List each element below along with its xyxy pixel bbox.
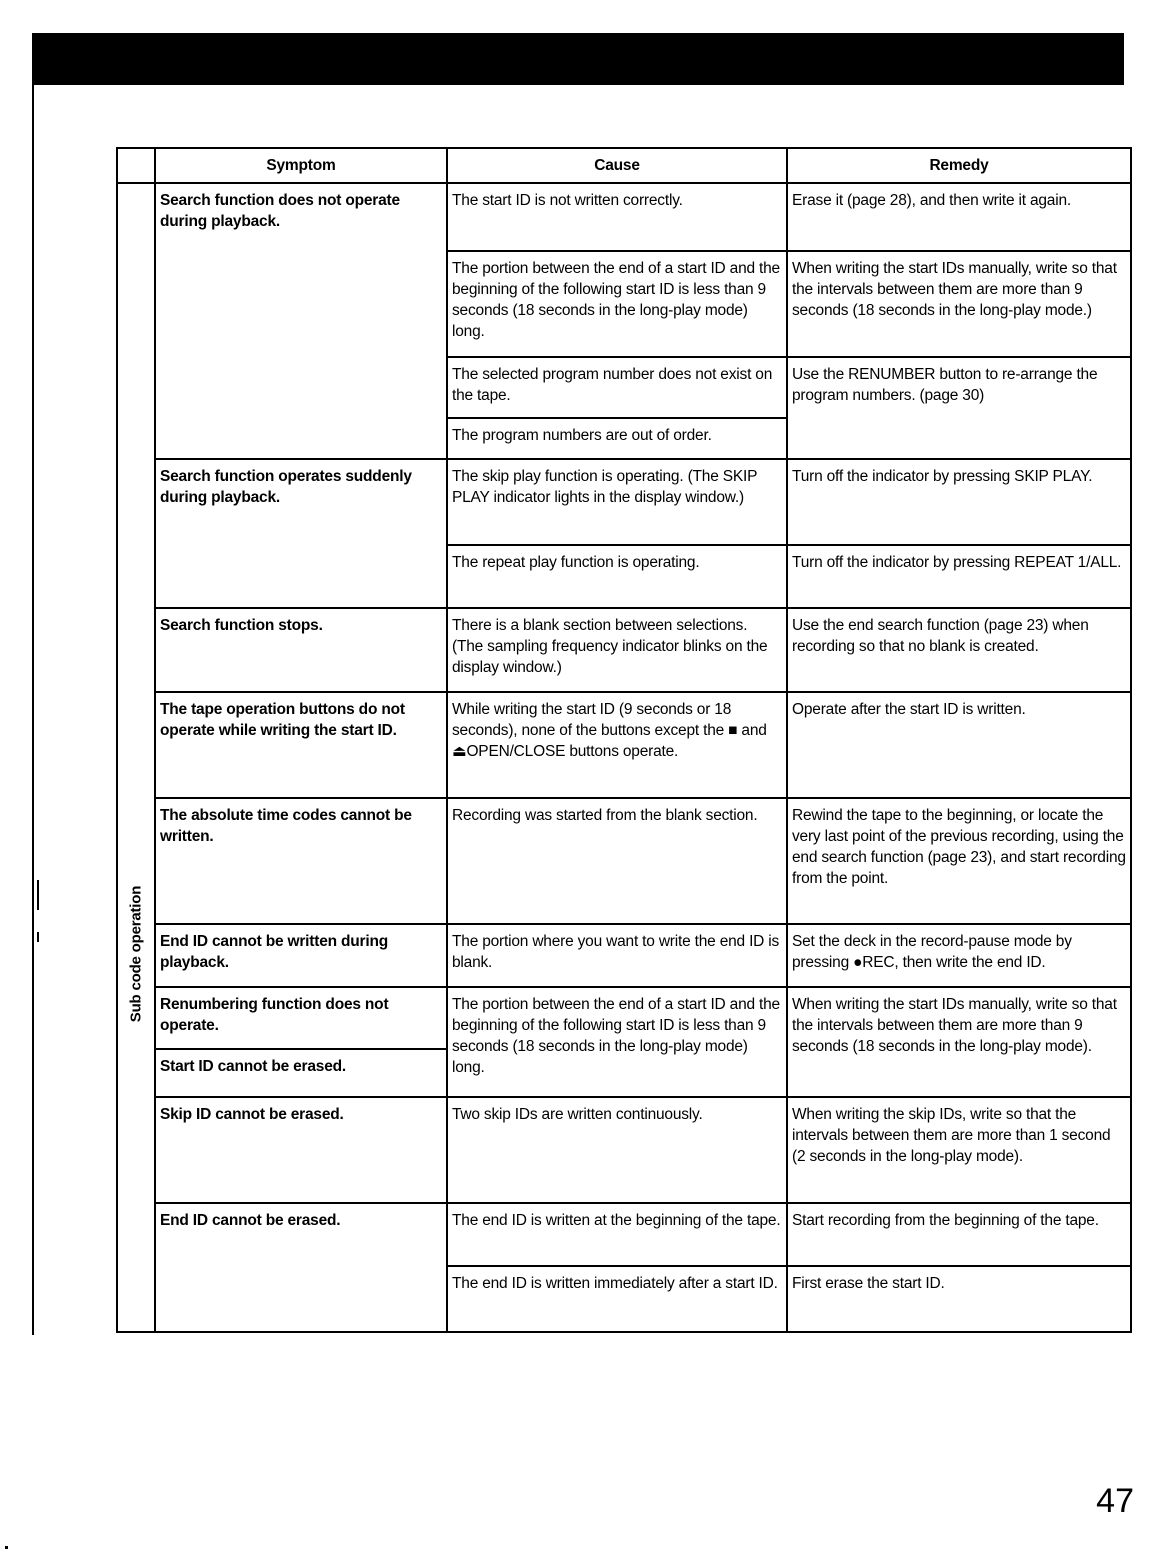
remedy-cell: First erase the start ID. <box>787 1266 1131 1332</box>
header-symptom: Symptom <box>155 148 447 183</box>
table-row <box>117 798 1131 924</box>
section-label: Sub code operation <box>127 885 145 1023</box>
symptom-cell: End ID cannot be written during playback. <box>155 924 447 987</box>
remedy-cell: Set the deck in the record-pause mode by pressing ●REC, then write the end ID. <box>787 924 1131 987</box>
remedy-cell: Operate after the start ID is written. <box>787 692 1131 798</box>
margin-mark <box>37 932 39 942</box>
cause-cell: The start ID is not written correctly. <box>447 183 787 251</box>
table-row <box>117 183 1131 251</box>
table-row <box>117 924 1131 987</box>
remedy-cell: Rewind the tape to the beginning, or locate the very last point of the previous recording, using the end search function (page 23), and start recording from the point. <box>787 798 1131 924</box>
symptom-cell: Search function does not operate during playback. <box>155 183 447 459</box>
cause-cell: The skip play function is operating. (The SKIP PLAY indicator lights in the display window.) <box>447 459 787 544</box>
cause-cell: The portion where you want to write the end ID is blank. <box>447 924 787 987</box>
cause-cell: The portion between the end of a start ID and the beginning of the following start ID is less than 9 seconds (18 seconds in the long-play mode) long. <box>447 987 787 1096</box>
margin-mark <box>5 1546 8 1549</box>
remedy-cell: Turn off the indicator by pressing SKIP PLAY. <box>787 459 1131 544</box>
table-row <box>117 987 1131 1049</box>
cause-cell: The portion between the end of a start ID and the beginning of the following start ID is less than 9 seconds (18 seconds in the long-play mode) long. <box>447 251 787 357</box>
section-label-cell <box>117 183 155 1332</box>
remedy-cell: Start recording from the beginning of the tape. <box>787 1203 1131 1266</box>
remedy-cell: Use the end search function (page 23) when recording so that no blank is created. <box>787 608 1131 692</box>
table-row <box>117 459 1131 544</box>
symptom-cell: Skip ID cannot be erased. <box>155 1097 447 1203</box>
cause-cell: The end ID is written immediately after a start ID. <box>447 1266 787 1332</box>
table-row <box>117 1203 1131 1266</box>
symptom-cell: The tape operation buttons do not operate while writing the start ID. <box>155 692 447 798</box>
cause-cell: The repeat play function is operating. <box>447 545 787 608</box>
symptom-cell: The absolute time codes cannot be written. <box>155 798 447 924</box>
header-remedy: Remedy <box>787 148 1131 183</box>
margin-mark <box>37 880 39 910</box>
page-number: 47 <box>1096 1482 1134 1520</box>
remedy-cell: Use the RENUMBER button to re-arrange the program numbers. (page 30) <box>787 357 1131 459</box>
table-header-row <box>117 148 1131 183</box>
table-row <box>117 1097 1131 1203</box>
remedy-cell: When writing the start IDs manually, write so that the intervals between them are more than 9 seconds (18 seconds in the long-play mode.) <box>787 251 1131 357</box>
remedy-cell: Erase it (page 28), and then write it again. <box>787 183 1131 251</box>
remedy-cell: When writing the start IDs manually, write so that the intervals between them are more than 9 seconds (18 seconds in the long-play mode). <box>787 987 1131 1096</box>
cause-cell: The selected program number does not exist on the tape. <box>447 357 787 418</box>
left-margin-rule <box>32 85 34 1335</box>
header-cause: Cause <box>447 148 787 183</box>
symptom-cell: Search function stops. <box>155 608 447 692</box>
cause-cell: There is a blank section between selections. (The sampling frequency indicator blinks on the display window.) <box>447 608 787 692</box>
cause-cell: Two skip IDs are written continuously. <box>447 1097 787 1203</box>
table-row <box>117 608 1131 692</box>
remedy-cell: When writing the skip IDs, write so that the intervals between them are more than 1 second (2 seconds in the long-play mode). <box>787 1097 1131 1203</box>
table-row <box>117 692 1131 798</box>
symptom-cell: Start ID cannot be erased. <box>155 1049 447 1096</box>
cause-cell: While writing the start ID (9 seconds or 18 seconds), none of the buttons except the ■ and ⏏OPEN/CLOSE buttons operate. <box>447 692 787 798</box>
symptom-cell: Renumbering function does not operate. <box>155 987 447 1049</box>
symptom-cell: Search function operates suddenly during playback. <box>155 459 447 607</box>
remedy-cell: Turn off the indicator by pressing REPEAT 1/ALL. <box>787 545 1131 608</box>
header-bar <box>32 33 1124 85</box>
cause-cell: The program numbers are out of order. <box>447 418 787 459</box>
cause-cell: Recording was started from the blank section. <box>447 798 787 924</box>
cause-cell: The end ID is written at the beginning of the tape. <box>447 1203 787 1266</box>
troubleshooting-table <box>116 147 1132 1333</box>
header-blank-cell <box>117 148 155 183</box>
symptom-cell: End ID cannot be erased. <box>155 1203 447 1332</box>
